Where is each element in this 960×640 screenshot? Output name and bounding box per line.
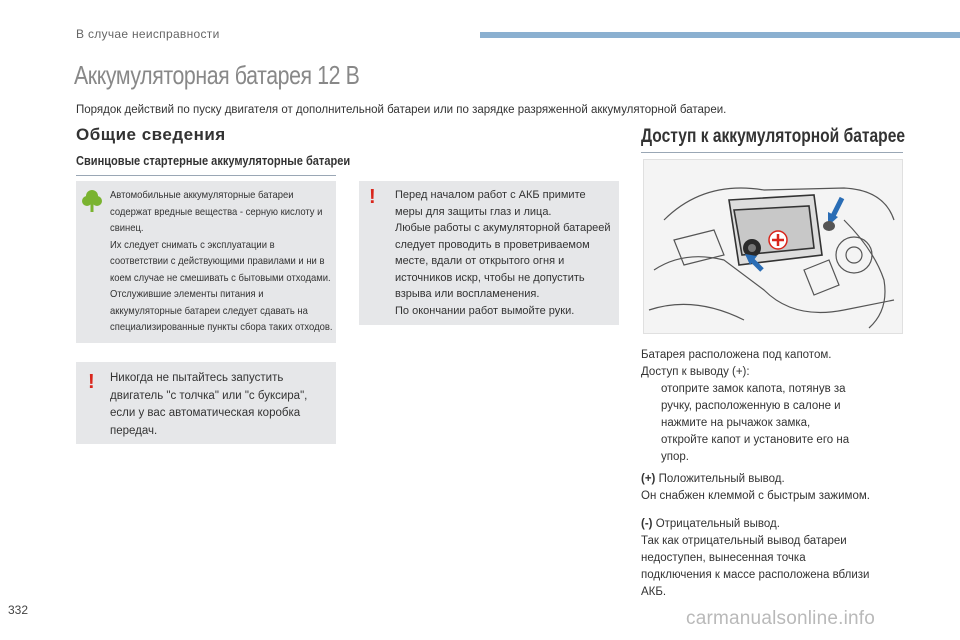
eco-info-box (76, 181, 336, 343)
page-title: Аккумуляторная батарея 12 В (74, 60, 360, 90)
text-line: Любые работы с акумуляторной батареей (395, 222, 611, 234)
negative-terminal-text (641, 516, 916, 601)
battery-access-text (641, 347, 911, 466)
text-line: передач. (110, 424, 158, 437)
text-line: если у вас автоматическая коробка (110, 407, 301, 419)
text-line: откройте капот и установите его на (661, 434, 850, 446)
text-line: взрыва или воспламенения. (395, 288, 540, 300)
text-line: меры для защиты глаз и лица. (395, 205, 552, 218)
terminal-description: Отрицательный вывод. (652, 518, 780, 530)
text-line: Отслужившие элементы питания и (110, 288, 264, 300)
text-line: Автомобильные аккумуляторные батареи (110, 189, 294, 201)
text-line: свинец. (110, 222, 144, 234)
text-line: Он снабжен клеммой с быстрым зажимом. (641, 490, 870, 502)
text-line: месте, вдали от открытого огня и (395, 255, 565, 267)
text-line: Так как отрицательный вывод батареи (641, 535, 847, 547)
tree-icon (82, 189, 102, 218)
page-number: 332 (8, 603, 29, 617)
text-line: отоприте замок капота, потянув за (661, 383, 846, 395)
safety-warning-text (395, 187, 617, 319)
text-line: АКБ. (641, 586, 667, 598)
text-line: Их следует снимать с эксплуатации в (110, 238, 275, 251)
list-item (641, 432, 911, 466)
terminal-description: Положительный вывод. (655, 473, 785, 485)
warning-icon: ! (88, 371, 95, 393)
warning-text (110, 370, 334, 440)
text-line: соответствии с действующими правилами и ни в (110, 255, 325, 267)
divider (76, 175, 336, 176)
text-line (641, 516, 916, 533)
text-line: подключения к массе расположена вблизи (641, 569, 870, 581)
text-line: специализированные пункты сбора таких отходов. (110, 321, 333, 333)
general-info-heading: Общие сведения (76, 125, 226, 144)
text-line: ручку, расположенную в салоне и (661, 400, 841, 412)
terminal-label: (-) (641, 518, 653, 530)
section-title: В случае неисправности (76, 27, 220, 41)
text-line: двигатель "с толчка" или "с буксира", (110, 389, 308, 402)
battery-access-heading: Доступ к аккумуляторной батарее (641, 126, 906, 147)
text-line: Перед началом работ с АКБ примите (395, 189, 586, 201)
text-line: Доступ к выводу (+): (641, 366, 750, 378)
text-line: упор. (661, 451, 689, 463)
eco-info-text (110, 187, 335, 336)
bullet-marker (641, 432, 661, 466)
text-line (641, 471, 916, 488)
text-line: содержат вредные вещества - серную кислоту и (110, 205, 323, 218)
text-line: Никогда не пытайтесь запустить (110, 372, 284, 384)
text-line: аккумуляторные батареи следует сдавать на (110, 304, 308, 317)
divider (641, 152, 903, 153)
warning-icon: ! (369, 186, 376, 208)
text-line: коем случае не смешивать с бытовыми отходами. (110, 271, 331, 284)
bullet-marker (641, 381, 661, 432)
text-line: следует проводить в проветриваемом (395, 238, 590, 251)
battery-engine-bay-photo (643, 159, 903, 334)
watermark: carmanualsonline.info (686, 608, 876, 629)
text-line: источников искр, чтобы не допустить (395, 271, 585, 284)
text-line: Батарея расположена под капотом. (641, 349, 832, 361)
warning-box-push-start (76, 362, 336, 444)
text-line: недоступен, вынесенная точка (641, 552, 806, 564)
lead-acid-subheading: Свинцовые стартерные аккумуляторные батареи (76, 153, 351, 168)
list-item (641, 381, 911, 432)
intro-text: Порядок действий по пуску двигателя от дополнительной батареи или по зарядке разряженной аккумуляторной батареи. (76, 104, 727, 116)
warning-box-safety (359, 181, 619, 325)
terminal-label: (+) (641, 473, 656, 485)
positive-terminal-text (641, 471, 916, 505)
header-accent-bar (480, 32, 960, 38)
text-line: нажмите на рычажок замка, (661, 417, 811, 429)
text-line: По окончании работ вымойте руки. (395, 304, 575, 317)
